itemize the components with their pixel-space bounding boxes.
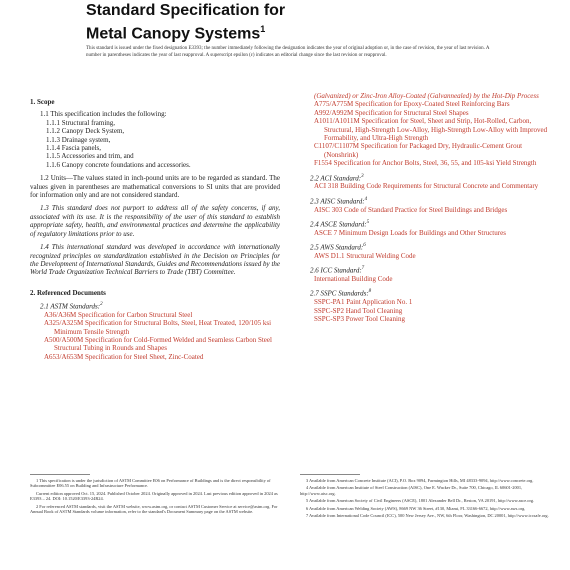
astm-reference-item[interactable] — [30, 311, 280, 319]
icc-reference-item[interactable]: International Building Code — [314, 274, 393, 283]
reference-code[interactable]: A653/A653M — [44, 352, 84, 361]
reference-title: Specification for Carbon Structural Steel — [78, 310, 193, 319]
reference-code[interactable]: A775/A775M — [314, 100, 354, 109]
reference-title: Code of Standard Practice for Steel Buildings and Bridges — [343, 205, 508, 214]
footnote: 5 Available from American Society of Civil Engineers (ASCE), 1801 Alexander Bell Dr., Reston, VA 20191, http://www.asce.org. — [306, 498, 535, 504]
right-column — [300, 92, 550, 323]
astm-reference-item[interactable] — [300, 109, 550, 117]
reference-title: Paint Application No. 1 — [346, 298, 413, 307]
asce-reference-item[interactable] — [300, 229, 550, 237]
reference-title: Building Code Requirements for Structural Concrete and Commentary — [340, 182, 539, 191]
reference-code[interactable]: A500/A500M — [44, 336, 84, 345]
scope-list-item: 1.1.6 Canopy concrete foundations and accessories. — [46, 160, 191, 169]
sspc-reference-item[interactable] — [300, 307, 550, 315]
reference-title: Hand Tool Cleaning — [345, 306, 403, 315]
aws-reference-item[interactable] — [300, 252, 550, 260]
aisc-references — [300, 206, 550, 214]
footnote: 6 Available from American Welding Society (AWS), 8669 NW 36 Street, #130, Miami, FL 33166-6672, http://www.aws.org. — [306, 505, 526, 511]
paragraph-1-4: 1.4 This international standard was developed in accordance with internationally recognized principles on standardization established in the Decision on Principles for the Development of International Standards, Guides and Recommendations issued by the World Trade Organization Technical Barriers to Trade (TBT) Committee. — [30, 243, 280, 277]
astm-standards-label: 2.1 ASTM Standards:$^2$ — [40, 302, 103, 311]
astm-reference-item[interactable] — [30, 336, 280, 353]
scope-list-item: 1.1.1 Structural framing, — [46, 118, 116, 127]
reference-code[interactable]: AISC 303 — [314, 205, 343, 214]
reference-title: Specification for Packaged Dry, Hydraulic-Cement Grout (Nonshrink) — [324, 142, 523, 159]
reference-title: Specification for Steel Sheet, Zinc-Coated — [85, 352, 204, 361]
icc-standard-label: 2.6 ICC Standard:$^7$ — [310, 266, 365, 275]
reference-title: Specification for Structural Bolts, Steel, Heat Treated, 120/105 ksi Minimum Tensile Strength — [54, 319, 272, 336]
aws-references — [300, 252, 550, 260]
designation-notice: This standard is issued under the fixed designation E3393; the number immediately following the designation indicates the year of original adoption or, in the case of revision, the year of last revision. A number in parentheses indicates the year of last reapproval. A superscript epsilon (ε) indicates an editorial change since the last revision or reapproval. — [86, 46, 490, 58]
reference-title: Specification for Cold-Formed Welded and Seamless Carbon Steel Structural Tubing in Rounds and Shapes — [54, 336, 272, 353]
footnote: 1 This specification is under the jurisdiction of ASTM Committee E06 on Performance of Buildings and is the direct responsibility of Subcommittee E06.55 on Building and Infrastructure Performance. — [30, 478, 271, 489]
sspc-reference-item[interactable] — [300, 298, 550, 306]
reference-title: Structural Welding Code — [346, 251, 416, 260]
sspc-reference-item[interactable] — [300, 315, 550, 323]
sspc-standards-label: 2.7 SSPC Standards:$^8$ — [310, 289, 372, 298]
paragraph-1-3: 1.3 This standard does not purport to address all of the safety concerns, if any, associated with its use. It is the responsibility of the user of this standard to establish appropriate safety, health, and environmental practices and determine the applicability of regulatory limitations prior to use. — [30, 204, 280, 238]
astm-reference-item[interactable] — [30, 319, 280, 336]
scope-list-item: 1.1.4 Fascia panels, — [46, 144, 102, 153]
title-line-1: Standard Specification for — [86, 2, 286, 19]
reference-code[interactable]: SSPC-SP2 — [314, 306, 344, 315]
astm-reference-item[interactable] — [300, 159, 550, 167]
footnote-rule-right — [300, 474, 360, 475]
aci-standard-label: 2.2 ACI Standard:$^3$ — [310, 173, 364, 182]
scope-list — [30, 110, 280, 169]
astm-references-right — [300, 100, 550, 167]
scope-list-item: 1.1.3 Drainage system, — [46, 135, 111, 144]
reference-title: Specification for Epoxy-Coated Steel Reinforcing Bars — [355, 100, 510, 109]
astm-a653-continuation: (Galvanized) or Zinc-Iron Alloy-Coated (Galvannealed) by the Hot-Dip Process — [314, 92, 539, 100]
reference-title: Specification for Structural Steel Shapes — [355, 108, 469, 117]
footnotes-right — [300, 478, 550, 520]
astm-references-left — [30, 311, 280, 361]
footnote: Current edition approved Oct. 15, 2024. Published October 2024. Originally approved in 2024. Last previous edition approved in 2024 as E3393 – 24. DOI: 10.1520/E3393-24R24. — [30, 490, 278, 502]
reference-title: Specification for Anchor Bolts, Steel, 36, 55, and 105-ksi Yield Strength — [333, 159, 537, 168]
asce-references — [300, 229, 550, 237]
title-footnote-marker: 1 — [260, 24, 266, 34]
reference-code[interactable]: A325/A325M — [44, 319, 84, 328]
reference-code[interactable]: A36/A36M — [44, 310, 77, 319]
footnote: 4 Available from American Institute of Steel Construction (AISC), One E. Wacker Dr., Suite 700, Chicago, IL 60601-2001, http://www.aisc.org. — [300, 485, 523, 496]
reference-code[interactable]: SSPC-PA1 — [314, 298, 345, 307]
footnote: 3 Available from American Concrete Institute (ACI), P.O. Box 9094, Farmington Hills, MI 48333-9094, http://www.concrete.org. — [306, 478, 534, 483]
scope-list-item: 1.1 This specification includes the following: — [40, 110, 167, 119]
aws-standard-label: 2.5 AWS Standard:$^6$ — [310, 243, 366, 252]
reference-title: Power Tool Cleaning — [345, 314, 405, 323]
reference-title: Specification for Steel, Sheet and Strip, Hot-Rolled, Carbon, Structural, High-Strength Low-Alloy, High-Strength Low-Alloy with Improved Formability, and Ultra-High Strength — [324, 117, 548, 143]
reference-code[interactable]: SSPC-SP3 — [314, 314, 344, 323]
scope-list-item: 1.1.5 Accessories and trim, and — [46, 152, 134, 161]
scope-list-item: 1.1.2 Canopy Deck System, — [46, 127, 125, 136]
astm-reference-item[interactable] — [30, 353, 280, 361]
astm-reference-item[interactable] — [300, 117, 550, 142]
left-column — [30, 98, 280, 361]
aci-reference-item[interactable] — [300, 182, 550, 190]
reference-title: Minimum Design Loads for Buildings and Other Structures — [338, 228, 506, 237]
section-heading-referenced-documents: 2. Referenced Documents — [30, 288, 106, 297]
aci-references — [300, 182, 550, 190]
document-title — [86, 2, 496, 43]
footnotes-left — [30, 478, 280, 516]
astm-reference-item[interactable] — [300, 100, 550, 108]
aisc-reference-item[interactable] — [300, 206, 550, 214]
reference-code[interactable]: C1107/C1107M — [314, 142, 359, 151]
reference-code[interactable]: A1011/A1011M — [314, 117, 360, 126]
paragraph-1-2: 1.2 Units—The values stated in inch-pound units are to be regarded as standard. The values given in parentheses are mathematical conversions to SI units that are provided for information only and are not considered standard. — [30, 174, 280, 200]
reference-code[interactable]: ACI 318 — [314, 182, 339, 191]
reference-code[interactable]: AWS D1.1 — [314, 251, 345, 260]
footnote: 7 Available from International Code Council (ICC), 500 New Jersey Ave., NW, 6th Floor, Washington, DC 20001, http://www.iccsafe.org. — [306, 513, 549, 519]
sspc-references — [300, 298, 550, 323]
reference-code[interactable]: ASCE 7 — [314, 228, 338, 237]
asce-standard-label: 2.4 ASCE Standard:$^5$ — [310, 219, 370, 229]
footnote: 2 For referenced ASTM standards, visit the ASTM website, www.astm.org, or contact ASTM Customer Service at service@astm.org. For Annual Book of ASTM Standards volume information, refer to the standard's Document Summary page on the ASTM website. — [30, 503, 278, 515]
reference-code[interactable]: F1554 — [314, 159, 332, 168]
astm-reference-item[interactable] — [300, 142, 550, 159]
title-line-2: Metal Canopy Systems — [86, 25, 261, 43]
reference-code[interactable]: A992/A992M — [314, 108, 354, 117]
footnote-rule-left — [30, 474, 90, 475]
aisc-standard-label: 2.3 AISC Standard:$^4$ — [310, 196, 368, 206]
section-heading-scope: 1. Scope — [30, 98, 55, 106]
